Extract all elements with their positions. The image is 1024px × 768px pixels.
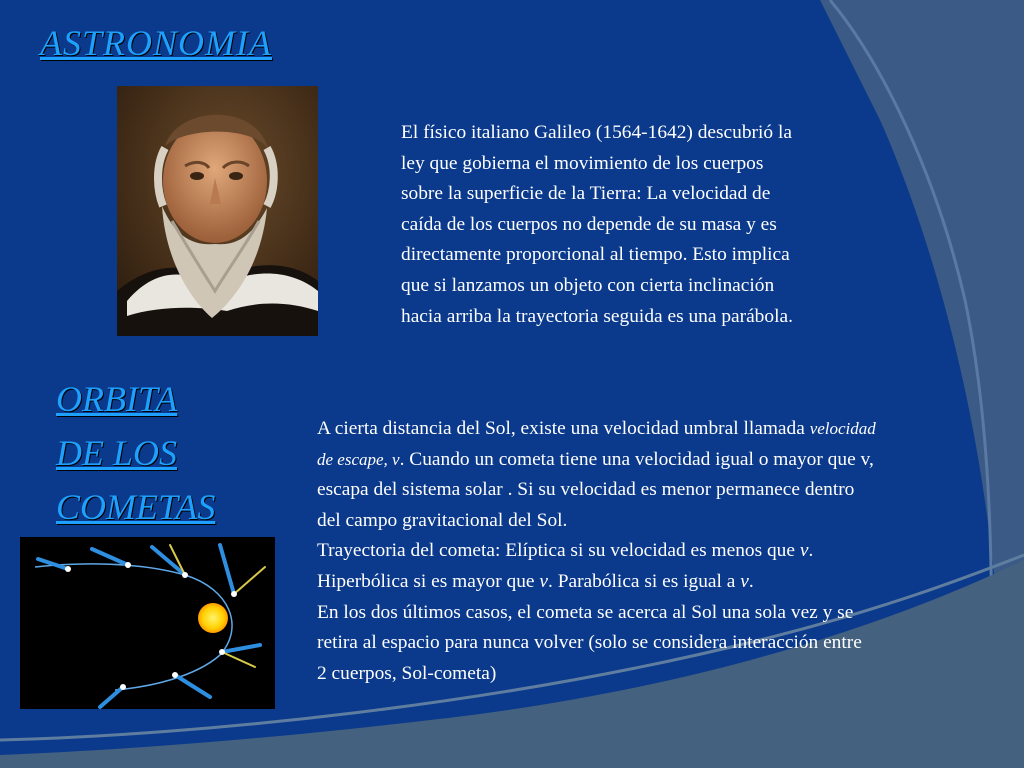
text-run: Trayectoria del cometa: Elíptica si su velocidad es menos que [317,540,800,562]
text-line: caída de los cuerpos no depende de su masa y es [401,213,777,235]
section-title-line: DE LOS [56,433,178,473]
text-line: retira al espacio para nunca volver (solo se considera interacción entre [317,632,862,654]
text-line: En los dos últimos casos, el cometa se acerca al Sol una sola vez y se [317,601,854,623]
text-run: . [748,570,754,592]
italic-term: de escape, v [317,449,400,469]
text-run: . [808,540,814,562]
text-run: A cierta distancia del Sol, existe una velocidad umbral llamada [317,418,810,439]
italic-term: velocidad [809,419,876,438]
text-line [317,567,1017,598]
comet-orbit-image [20,537,275,709]
italic-v: v [539,570,548,592]
text-line: 2 cuerpos, Sol-cometa) [317,662,497,684]
text-line [317,536,1017,567]
text-run: . Parabólica si es igual a [548,570,741,592]
text-line: sobre la superficie de la Tierra: La velocidad de [401,183,771,205]
comet-paragraph [317,414,1017,689]
text-run: Hiperbólica si es mayor que [317,570,540,592]
text-line: directamente proporcional al tiempo. Esto implica [401,244,790,266]
italic-v: v [799,540,809,562]
slide-title[interactable]: ASTRONOMIA [40,23,272,63]
text-line [317,414,1017,445]
text-line [317,445,1017,476]
text-line: El físico italiano Galileo (1564-1642) descubrió la [401,122,792,143]
section-title-line: ORBITA [56,379,178,419]
text-line: del campo gravitacional del Sol. [317,509,568,531]
section-title[interactable] [56,372,215,534]
text-run: . Cuando un cometa tiene una velocidad igual o mayor que v, [399,448,874,470]
section-title-line: COMETAS [56,487,216,527]
text-line: hacia arriba la trayectoria seguida es una parábola. [401,305,793,327]
italic-v: v [740,570,749,592]
text-line: que si lanzamos un objeto con cierta inclinación [401,274,775,296]
text-line: escapa del sistema solar . Si su velocidad es menor permanece dentro [317,479,855,501]
galileo-paragraph [401,118,911,332]
galileo-portrait [117,86,318,336]
text-line: ley que gobierna el movimiento de los cuerpos [401,152,764,174]
